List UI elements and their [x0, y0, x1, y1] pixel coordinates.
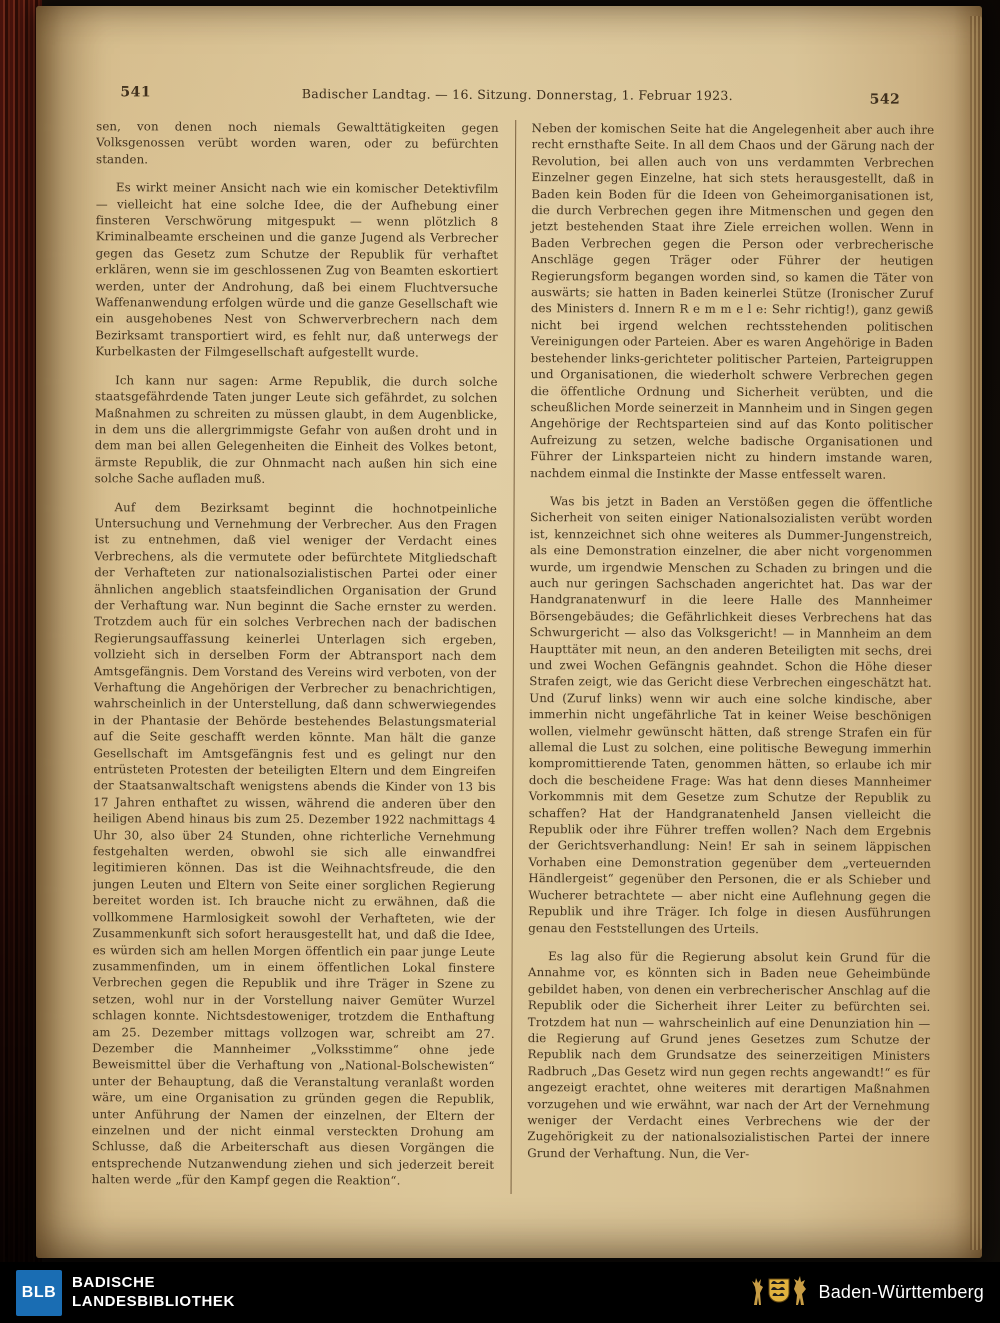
paragraph: Neben der komischen Seite hat die Angelegenheit aber auch ihre recht ernsthafte Seite. In all dem Chaos und der Gärung nach der Revolution, bei allen auch von uns verdammten Verbrechen Einzelner gegen Einzelne, hat sich stets herausgestellt, daß in Baden kein Boden für die Ideen von Geheimorganisationen ist, die durch Verbrechen gegen ihre Mitmenschen und gegen den jetzt bestehenden Staat ihre Ziele erreichen wollen. Wenn in Baden Verbrechen gegen die Person oder verbrecherische Anschläge gegen Träger oder Führer der heutigen Regierungsform begangen worden sind, so kamen die Täter von auswärts; sie hatten in Baden keinerlei Stütze (Ironischer Zuruf des Ministers d. Innern R e m m e l e: Sehr richtig!), ganz gewiß nicht bei irgend welchen rechtsstehenden politischen Vereinigungen oder Parteien. Aber es waren Angehörige in Baden bestehender links-gerichteter politischer Parteien, Parteigruppen und Organisationen, die wiederholt schwere Verbrechen gegen die öffentliche Ordnung und Sicherheit verübten, und die scheußlichen Morde seinerzeit in Mannheim und in Singen gegen Angehörige der Rechtsparteien sind auf das Konto politischer Aufreizung zu setzen, welche badische Organisationen und Führer der Linksparteien nicht zu hindern imstande waren, nachdem einmal die Instinkte der Masse entfesselt waren.: [530, 121, 935, 482]
paragraph: sen, von denen noch niemals Gewalttätigkeiten gegen Volksgenossen verübt worden waren, oder zu befürchten standen.: [96, 119, 499, 167]
scanned-page: [36, 6, 982, 1258]
library-name-line1: BADISCHE: [72, 1273, 156, 1291]
paragraph: Es lag also für die Regierung absolut kein Grund für die Annahme vor, es könnten sich in Baden neue Geheimbünde gebildet haben, von denen ein verbrecherischer Anschlag auf die Republik oder die Sicherheit ihrer Leiter zu befürchten sei. Trotzdem hat nun — wahrscheinlich auf eine Denunziation hin — die Regierung auf Grund jenes Gesetzes zum Schutze der Republik nach dem Grundsatze des seinerzeitigen Ministers Radbruch „Das Gesetz wird nun gegen rechts angewandt!“ es für angezeigt erachtet, ohne weiteres mit derartigen Maßnahmen vorzugehen und wie erwähnt, war nach der Art der Vernehmung weniger der Verdacht eines Verbrechens wie der der Zugehörigkeit zu der nationalsozialistischen Partei der innere Grund der Verhaftung. Nun, die Ver-: [527, 949, 931, 1161]
library-brand-link[interactable]: [16, 1270, 235, 1316]
library-name: [72, 1274, 235, 1312]
coat-of-arms-icon: [748, 1271, 810, 1314]
library-name-line2: LANDESBIBLIOTHEK: [72, 1292, 235, 1310]
viewer-footer-bar: [0, 1262, 1000, 1323]
left-column: [92, 118, 515, 1194]
page-number-right: 542: [869, 91, 901, 108]
state-brand-link[interactable]: [748, 1271, 984, 1314]
page-number-left: 541: [120, 84, 152, 101]
paragraph: Auf dem Bezirksamt beginnt die hochnotpeinliche Untersuchung und Vernehmung der Verbrecher. Aus den Fragen ist zu entnehmen, daß viel weniger der Verdacht eines Verbrechens, als die vermutete oder befürchtete Mitgliedschaft der Verhafteten zur nationalsozialistischen Partei oder einer ähnlichen angeblich staatsfeindlichen Organisation der Grund der Verhaftung war. Nun beginnt die Sache ernster zu werden. Trotzdem auch für ein solches Verbrechen nach der badischen Regierungsauffassung keinerlei Unterlagen sich ergeben, vollzieht sich in derselben Form der Abtransport nach dem Amtsgefängnis. Dem Vorstand des Vereins wird verboten, von der Verhaftung die Angehörigen der Verbrecher zu benachrichtigen, wahrscheinlich in der Unterstellung, daß dann schwerwiegendes in der Phantasie der Behörde bestehendes Belastungsmaterial auf die Seite geschafft werden könnte. Man hält die ganze Gesellschaft im Amtsgefängnis fest und es gelingt nur den entrüsteten Protesten der beteiligten Eltern und dem Eingreifen der Staatsanwaltschaft wenigstens abends die Kinder von 13 bis 17 Jahren enthaftet zu wissen, während die anderen über den heiligen Abend hinaus bis zum 25. Dezember 1922 nachmittags 4 Uhr 30, also über 24 Stunden, ohne richterliche Vernehmung festgehalten werden, obwohl sie sich alle einwandfrei legitimieren können. Das ist die Weihnachtsfreude, die den jungen Leuten und Eltern von Seite einer sorglichen Regierung bereitet worden ist. Ich brauche nicht zu erwähnen, daß die vollkommene Harmlosigkeit sowohl der Verhafteten, wie der Zusammenkunft sich sofort herausgestellt hat, und daß die Idee, es würden sich am hellen Morgen öffentlich ein paar junge Leute zusammenfinden, um in einem öffentlichen Lokal finstere Verbrechen gegen die Republik und ihre Träger in Szene zu setzen, wohl nur in der Vorstellung naiver Gemüter Wurzel schlagen konnte. Nichtsdestoweniger, trotzdem die Enthaftung am 25. Dezember mittags vollzogen war, schreibt am 27. Dezember die Mannheimer „Volksstimme“ ohne jede Beweismittel über die Verhaftung von „National-Bolschewisten“ unter der Behauptung, daß die Veranstaltung veranlaßt worden wäre, um eine Organisation zu gründen gegen die Republik, unter Anführung der Namen der einzelnen, der Eltern der einzelnen und der nicht einmal versteckten Drohung am Schlusse, daß die Arbeiterschaft aus diesen Vorgängen die entsprechende Nutzanwendung ziehen und sich jederzeit bereit halten werde „für den Kampf gegen die Reaktion“.: [91, 499, 498, 1188]
page-content: [33, 4, 984, 1260]
text-columns: [92, 118, 935, 1196]
right-column: [510, 120, 934, 1196]
page-header: [98, 84, 936, 110]
paragraph: Ich kann nur sagen: Arme Republik, die durch solche staatsgefährdende Taten junger Leute sich gefährdet, zu solchen Maßnahmen zu schreiten zu müssen glaubt, in dem Augenblicke, in dem uns die allergrimmigste Gefahr von außen droht und in dem man bei allen Gelegenheiten die Einheit des Volkes betont, ärmste Republik, die zur Ohnmacht nach außen hin sich eine solche Sache aufladen muß.: [94, 372, 498, 487]
blb-logo[interactable]: BLB: [16, 1270, 62, 1316]
paragraph: Was bis jetzt in Baden an Verstößen gegen die öffentliche Sicherheit von seiten einiger Nationalsozialisten verübt worden ist, kennzeichnet sich ohne weiteres als Dummer-Jungenstreich, als eine Demonstration einzelner, die aber nicht vorgenommen wurde, um irgendwie Menschen zu Schaden zu bringen und die auch nur geringen Sachschaden angerichtet hat. Das war der Handgranatenwurf in die leere Halle des Mannheimer Börsengebäudes; die Gefährlichkeit dieses Verbrechens hat das Schwurgericht — also das Volksgericht! — in Mannheim an dem Haupttäter mit neun, an den anderen Beteiligten mit sechs, drei und zwei Wochen Gefängnis geahndet. Schon die Höhe dieser Strafen zeigt, wie das Gericht diese Verbrechen eingeschätzt hat. Und (Zuruf links) wenn wir auch eine solche kindische, aber immerhin nicht ungefährliche Tat in keiner Weise beschönigen wollen, vielmehr gewünscht hätten, daß strenge Strafen ein für allemal die Lust zu solchen, eine politische Bewegung immerhin kompromittierende Taten, genommen hätten, so erlaube ich mir doch die bescheidene Frage: Was hat denn dieses Mannheimer Vorkommnis mit dem Gesetze zum Schutze der Republik zu schaffen? Hat der Handgranatenheld Jansen vielleicht die Republik oder ihre Führer treffen wollen? Nach dem Ergebnis der Gerichtsverhandlung: Nein! Er sah in seinem läppischen Vorhaben eine Demonstration gegenüber dem „verteuernden Händlergeist“ gegenüber den Personen, die er als Schieber und Wucherer betrachtete — aber nicht eine Auflehnung gegen die Republik und ihre Träger. Ich folge in diesen Ausführungen genau den Feststellungen des Urteils.: [528, 494, 933, 936]
state-name: Baden-Württemberg: [818, 1282, 984, 1302]
page-header-title: Badischer Landtag. — 16. Sitzung. Donnerstag, 1. Februar 1923.: [301, 86, 733, 103]
paragraph: Es wirkt meiner Ansicht nach wie ein komischer Detektivfilm — vielleicht hat eine solche Idee, die der Aufhebung einer finsteren Verschwörung mitgespukt — wenn plötzlich 8 Kriminalbeamte erscheinen und die ganze Jugend als Verbrecher gegen das Gesetz zum Schutze der Republik für verhaftet erklären, wenn sie im geschlossenen Zug von Beamten eskortiert werden, unter der Androhung, daß bei einem Fluchtversuche Waffenanwendung erfolgen würde und die ganze Gesellschaft wie ein ausgehobenes Nest von Schwerverbrechern nach dem Bezirksamt transportiert wird, es fehlt nur, daß unterwegs der Kurbelkasten der Filmgesellschaft aufgestellt wurde.: [95, 180, 499, 360]
